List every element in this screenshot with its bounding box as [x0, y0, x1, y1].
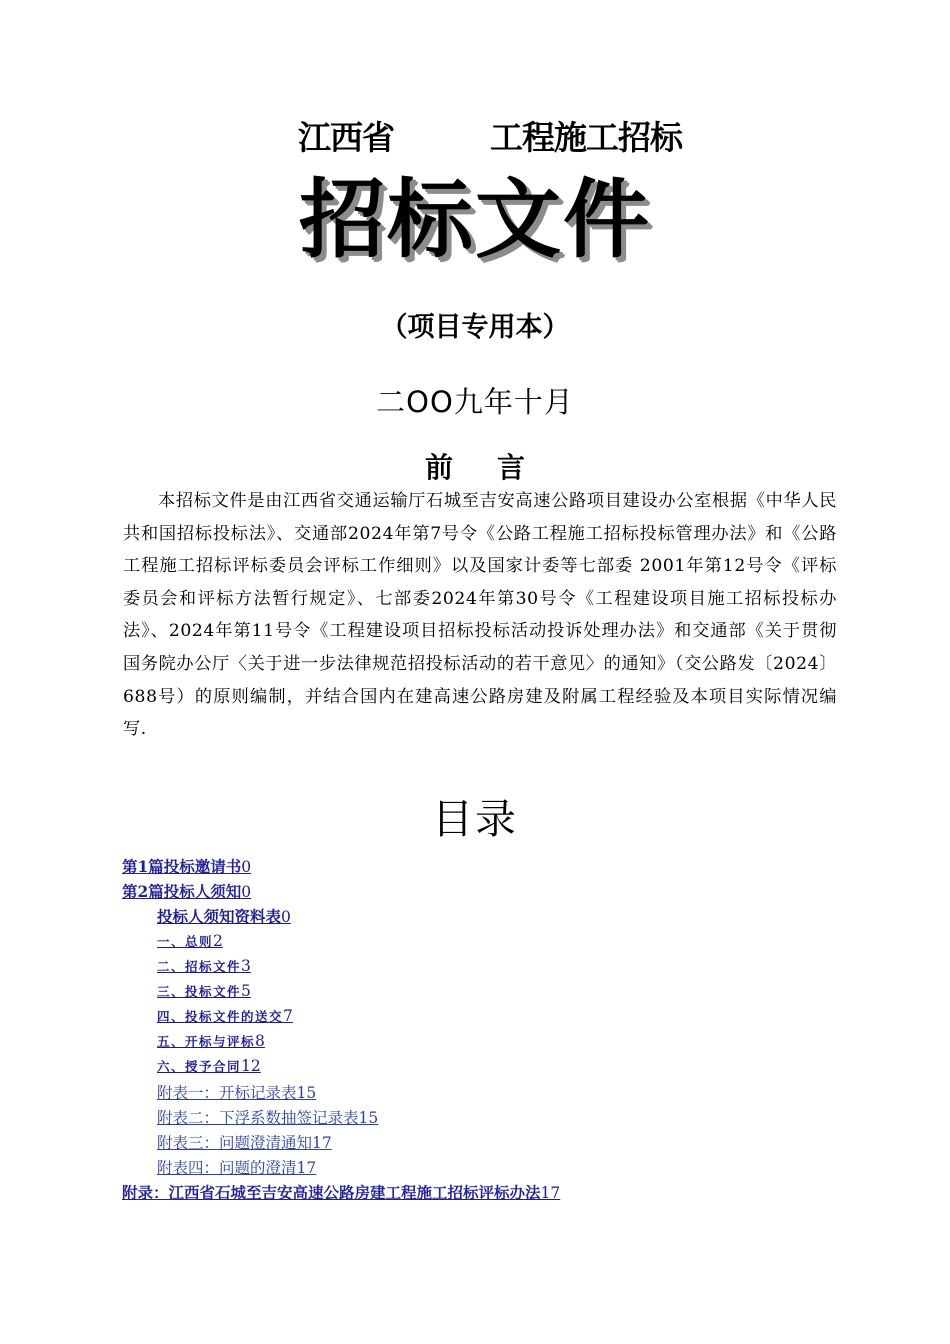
toc-page-number[interactable]: 5	[241, 982, 251, 1000]
document-date: 二OO九年十月	[376, 385, 574, 419]
toc-page-number[interactable]: 0	[241, 858, 252, 876]
toc-page-number[interactable]: 3	[241, 957, 251, 975]
toc-link-label[interactable]: 第1篇投标邀请书	[122, 857, 242, 876]
header-province: 江西省	[298, 118, 394, 157]
toc-link-label[interactable]: 投标人须知资料表	[157, 907, 282, 926]
toc-link-tender-documents[interactable]	[157, 957, 251, 975]
document-title: 招标文件	[299, 170, 651, 270]
toc-link-part-2[interactable]	[122, 880, 251, 902]
toc-link-opening-evaluation[interactable]	[157, 1032, 265, 1050]
toc-page-number[interactable]: 17	[296, 1159, 317, 1177]
toc-link-label[interactable]: 一、总则	[157, 934, 214, 949]
toc-link-label[interactable]: 附录：江西省石城至吉安高速公路房建工程施工招标评标办法	[122, 1183, 541, 1202]
toc-link-label[interactable]: 附表三：问题澄清通知	[157, 1134, 313, 1152]
toc-link-label[interactable]: 五、开标与评标	[157, 1034, 256, 1049]
toc-page-number[interactable]: 0	[281, 908, 291, 926]
toc-link-label[interactable]: 三、投标文件	[157, 984, 242, 999]
toc-page-number[interactable]: 8	[255, 1032, 265, 1050]
toc-link-part-1[interactable]	[122, 855, 251, 877]
toc-page-number[interactable]: 17	[540, 1184, 561, 1202]
toc-link-bid-documents[interactable]	[157, 982, 251, 1000]
toc-heading: 目录	[432, 795, 518, 843]
toc-link-data-sheet[interactable]	[157, 905, 291, 927]
toc-link-label[interactable]: 附表四：问题的澄清	[157, 1159, 297, 1177]
header-project-type: 工程施工招标	[490, 118, 682, 157]
toc-link-label[interactable]: 第2篇投标人须知	[122, 882, 242, 901]
toc-page-number[interactable]: 0	[241, 883, 252, 901]
toc-link-general[interactable]	[157, 932, 223, 950]
toc-link-appendix-table-1[interactable]	[157, 1081, 316, 1103]
toc-page-number[interactable]: 7	[283, 1007, 293, 1025]
toc-link-appendix-table-3[interactable]	[157, 1131, 332, 1153]
preface-heading: 前言	[424, 451, 569, 484]
toc-page-number[interactable]: 15	[358, 1109, 379, 1127]
toc-page-number[interactable]: 2	[213, 932, 223, 950]
toc-link-label[interactable]: 六、授予合同	[157, 1059, 242, 1074]
toc-link-label[interactable]: 二、招标文件	[157, 959, 242, 974]
toc-page-number[interactable]: 17	[312, 1134, 332, 1152]
toc-link-bid-submission[interactable]	[157, 1007, 293, 1025]
toc-link-label[interactable]: 附表一：开标记录表	[157, 1084, 297, 1102]
toc-link-label[interactable]: 附表二：下浮系数抽签记录表	[157, 1109, 359, 1127]
toc-link-appendix-table-2[interactable]	[157, 1106, 378, 1128]
toc-link-label[interactable]: 四、投标文件的送交	[157, 1009, 284, 1024]
toc-link-appendix-evaluation-method[interactable]	[122, 1181, 560, 1203]
document-subtitle: （项目专用本）	[380, 312, 570, 343]
toc-page-number[interactable]: 15	[296, 1084, 317, 1102]
toc-link-contract-award[interactable]	[157, 1057, 261, 1075]
preface-body: 本招标文件是由江西省交通运输厅石城至吉安高速公路项目建设办公室根据《中华人民共和国招标投标法》、交通部2024年第7号令《公路工程施工招标投标管理办法》和《公路工程施工招标评标委员会评标工作细则》以及国家计委等七部委 2001年第12号令《评标委员会和评标方法暂行规定》、七部委2024年第30号令《工程建设项目施工招标投标办法》、2024年第11号令《工程建设项目招标投标活动投诉处理办法》和交通部《关于贯彻国务院办公厅〈关于进一步法律规范招投标活动的若干意见〉的通知》（交公路发〔2024〕688号）的原则编制，并结合国内在建高速公路房建及附属工程经验及本项目实际情况编写.	[123, 491, 837, 740]
toc-link-appendix-table-4[interactable]	[157, 1156, 316, 1178]
toc-page-number[interactable]: 12	[241, 1057, 261, 1075]
